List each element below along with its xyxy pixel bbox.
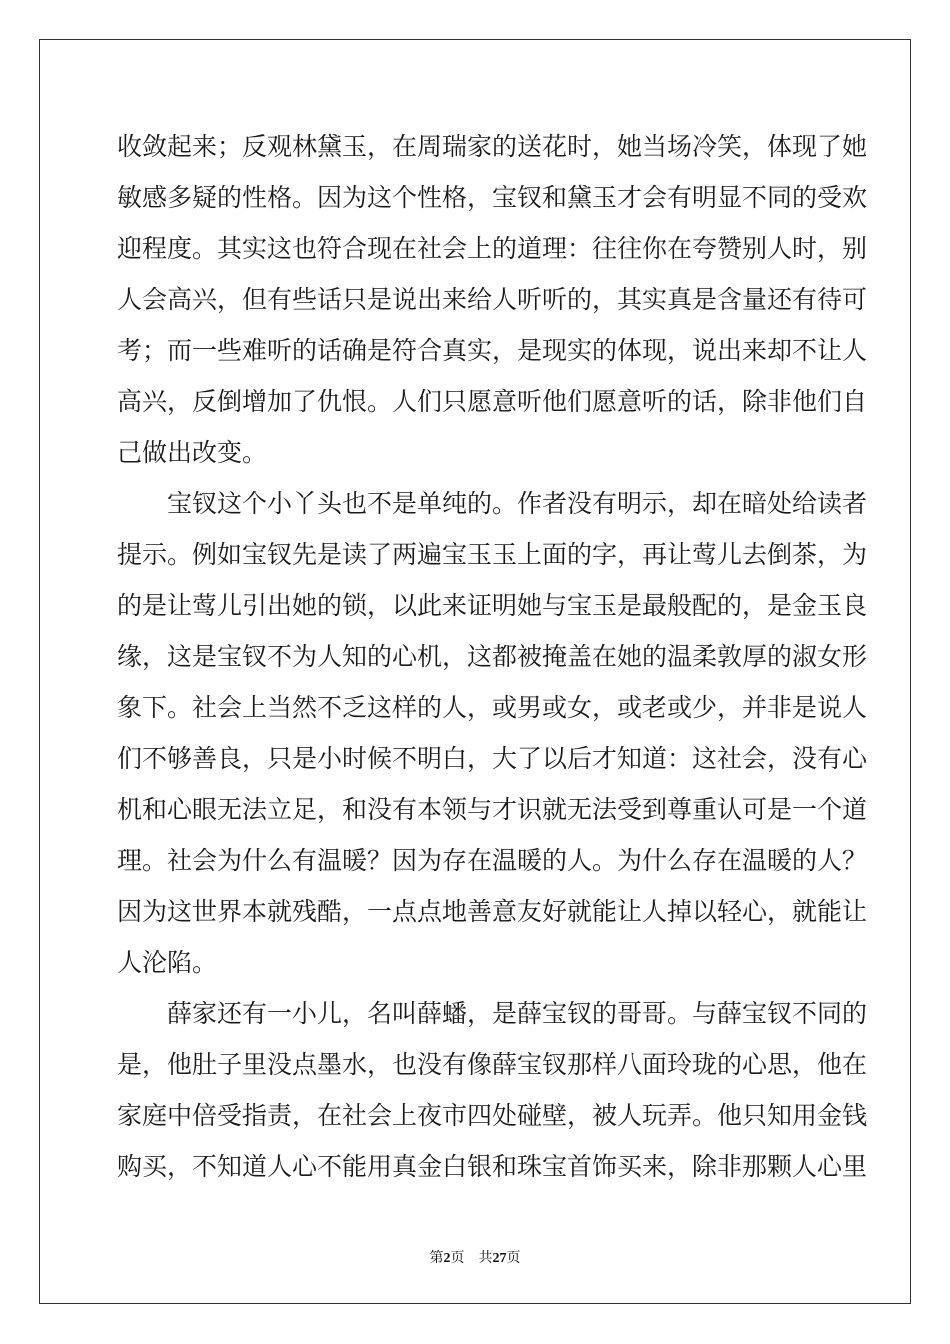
footer-total-suffix: 页 [506,1250,521,1266]
text-line: 的是让莺儿引出她的锁，以此来证明她与宝玉是最般配的，是金玉良 [117,591,868,620]
text-line: 人会高兴，但有些话只是说出来给人听听的，其实真是含量还有待可 [117,285,868,314]
text-line: 收敛起来；反观林黛玉，在周瑞家的送花时，她当场冷笑，体现了她 [117,132,868,161]
text-line: 理。社会为什么有温暖？因为存在温暖的人。为什么存在温暖的人？ [117,846,868,875]
text-line: 购买，不知道人心不能用真金白银和珠宝首饰买来，除非那颗人心里 [117,1152,868,1181]
footer-page-suffix: 页 [450,1250,465,1266]
text-line: 是，他肚子里没点墨水，也没有像薛宝钗那样八面玲珑的心思，他在 [117,1050,868,1079]
current-page-number: 2 [443,1251,451,1266]
text-line: 人沦陷。 [117,948,218,977]
text-line: 敏感多疑的性格。因为这个性格，宝钗和黛玉才会有明显不同的受欢 [117,183,868,212]
text-line: 们不够善良，只是小时候不明白，大了以后才知道：这社会，没有心 [117,744,868,773]
text-line: 迎程度。其实这也符合现在社会上的道理：往往你在夸赞别人时，别 [117,234,868,263]
footer-prefix: 第 [429,1250,444,1266]
text-line: 薛家还有一小儿，名叫薛蟠，是薛宝钗的哥哥。与薛宝钗不同的 [117,999,868,1028]
text-line: 己做出改变。 [117,438,268,467]
text-line: 考；而一些难听的话确是符合真实，是现实的体现，说出来却不让人 [117,336,868,365]
text-line: 提示。例如宝钗先是读了两遍宝玉玉上面的字，再让莺儿去倒茶，为 [117,540,868,569]
body-text [117,121,868,1192]
text-line: 象下。社会上当然不乏这样的人，或男或女，或老或少，并非是说人 [117,693,868,722]
text-line: 机和心眼无法立足，和没有本领与才识就无法受到尊重认可是一个道 [117,795,868,824]
footer-total-prefix: 共 [478,1250,493,1266]
text-line: 家庭中倍受指责，在社会上夜市四处碰壁，被人玩弄。他只知用金钱 [117,1101,868,1130]
text-line: 因为这世界本就残酷，一点点地善意友好就能让人掉以轻心，就能让 [117,897,868,926]
text-line: 高兴，反倒增加了仇恨。人们只愿意听他们愿意听的话，除非他们自 [117,387,868,416]
page-footer [0,1247,950,1267]
text-line: 缘，这是宝钗不为人知的心机，这都被掩盖在她的温柔敦厚的淑女形 [117,642,868,671]
text-line: 宝钗这个小丫头也不是单纯的。作者没有明示，却在暗处给读者 [117,489,868,518]
total-page-count: 27 [492,1251,507,1266]
